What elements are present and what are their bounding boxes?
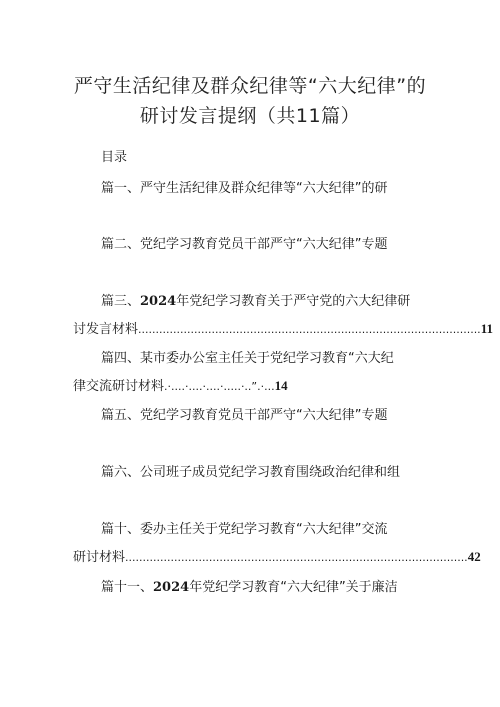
toc-entry-4-page: 14 [274,378,288,393]
toc-entry-11-rest: 年党纪学习教育“六大纪律”关于廉洁 [189,580,398,595]
toc-entry-11[interactable] [101,576,398,595]
toc-entry-3[interactable] [101,290,410,309]
toc-entry-10-leader: .................................................................................................. [125,551,468,564]
toc-entry-3-leader: .................................................................................................. [138,323,481,336]
toc-entry-6[interactable]: 篇六、公司班子成员党纪学习教育围绕政治纪律和组 [101,465,401,480]
toc-entry-11-prefix: 篇十一、 [101,580,154,595]
toc-entry-3-year: 2024 [140,294,177,309]
toc-entry-10-page: 42 [467,549,481,564]
toc-entry-4-continuation: 律交流研讨材料 [73,379,165,394]
toc-entry-3-line-2[interactable] [73,318,493,337]
toc-entry-3-page: 11 [480,321,493,336]
toc-entry-3-prefix: 篇三、 [101,294,141,309]
toc-entry-4-leader: .·....·....·....·.....·..”.·... [164,380,275,393]
toc-entry-10-continuation: 研讨材料 [73,550,126,565]
toc-entry-10-line-2[interactable] [73,546,481,565]
document-title-line-1: 严守生活纪律及群众纪律等“六大纪律”的 [73,75,427,97]
toc-entry-2[interactable]: 篇二、党纪学习教育党员干部严守“六大纪律”专题 [101,237,388,252]
toc-entry-3-continuation: 讨发言材料 [73,322,139,337]
toc-entry-10[interactable]: 篇十、委办主任关于党纪学习教育“六大纪律”交流 [101,522,388,537]
toc-entry-4-line-2[interactable] [73,375,288,394]
toc-entry-1[interactable]: 篇一、严守生活纪律及群众纪律等“六大纪律”的研 [101,181,388,196]
document-title-line-2: 研讨发言提纲（共11篇） [139,105,361,127]
toc-entry-3-rest: 年党纪学习教育关于严守党的六大纪律研 [176,294,411,309]
toc-entry-11-year: 2024 [153,580,190,595]
toc-heading: 目录 [101,150,128,165]
toc-entry-4[interactable]: 篇四、某市委办公室主任关于党纪学习教育“六大纪 [101,351,394,366]
toc-entry-5[interactable]: 篇五、党纪学习教育党员干部严守“六大纪律”专题 [101,408,388,423]
